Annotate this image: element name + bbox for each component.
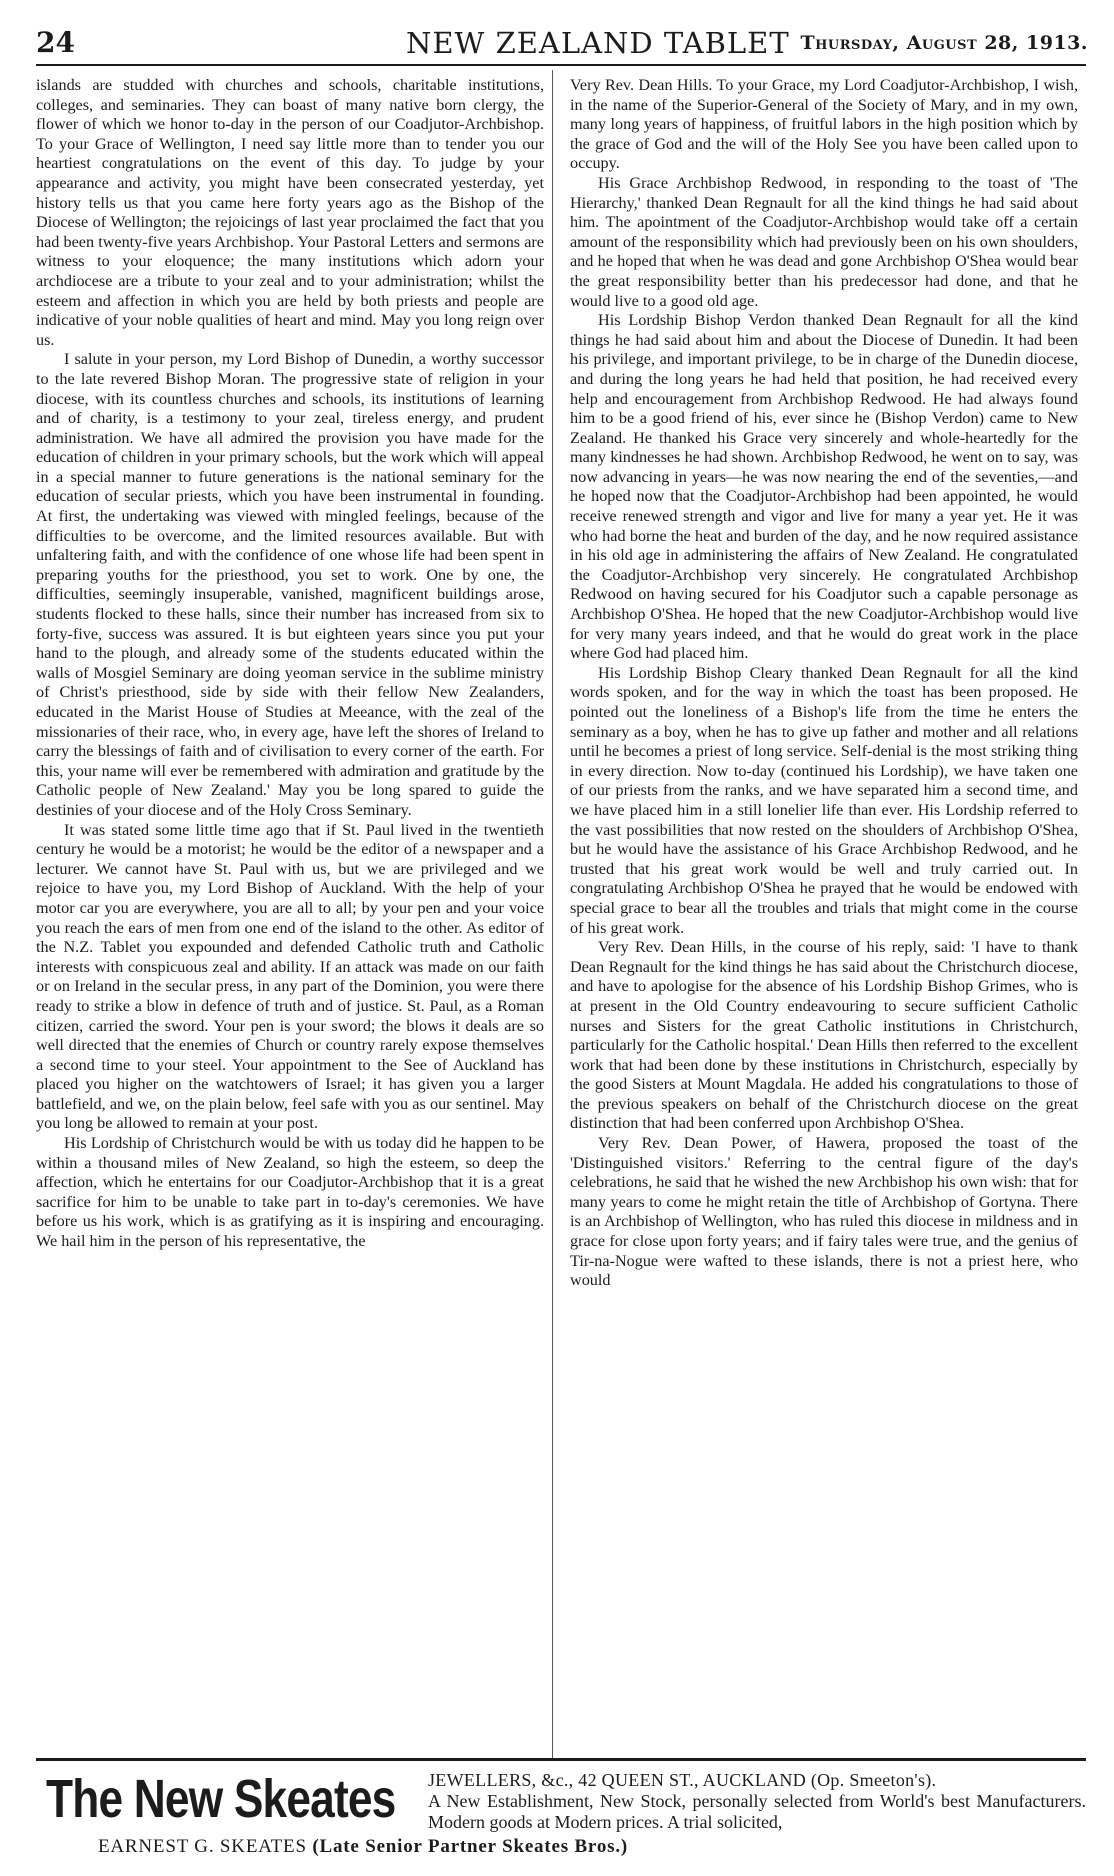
right-column: [570, 76, 1078, 1756]
article-paragraph: It was stated some little time ago that if St. Paul lived in the twentieth century he would be a motorist; he would be the editor of a newspaper and a lecturer. We cannot have St. Paul with us, but we are privileged and we rejoice to have you, my Lord Bishop of Auckland. With the help of your motor car you are everywhere, you are all to all; by your pen and your voice you reach the ears of men from one end of the island to the other. As editor of the N.Z. Tablet you expounded and defended Catholic truth and Catholic interests with conspicuous zeal and ability. If an attack was made on our faith or on Ireland in the secular press, in any part of the Dominion, you were there ready to strike a blow in defence of truth and of justice. St. Paul, as a Roman citizen, carried the sword. Your pen is your sword; the blows it deals are so well directed that the enemies of Church or country rarely expose themselves a second time to your steel. Your appointment to the See of Auckland has placed you higher on the watchtowers of Israel; it has given you a larger battlefield, and we, on the plain below, feel safe with you as our sentinel. May you long be allowed to remain at your post.: [36, 820, 544, 1133]
article-paragraph: I salute in your person, my Lord Bishop of Dunedin, a worthy successor to the late revered Bishop Moran. The progressive state of religion in your diocese, with its countless churches and schools, its institutions of learning and of charity, is a testimony to your zeal, tireless energy, and prudent administration. We have all admired the provision you have made for the education of children in your primary schools, but the work which will appeal in a special manner to future generations is the national seminary for the education of secular priests, which you have been instrumental in founding. At first, the undertaking was viewed with mingled feelings, because of the difficulties to be overcome, and the limited resources available. But with unfaltering faith, and with the confidence of one whose life had been spent in preparing youths for the priesthood, you set to work. One by one, the difficulties, seemingly insuperable, vanished, magnificent buildings arose, students flocked to these halls, since their number has increased from six to forty-five, success was assured. It is but eighteen years since you put your hand to the plough, and already some of the students educated within the walls of Mosgiel Seminary are doing yeoman service in the sublime ministry of Christ's priesthood, side by side with their fellow New Zealanders, educated in the Marist House of Studies at Meeance, with the zeal of the missionaries of their race, who, in every age, have left the shores of Ireland to carry the blessings of faith and of civilisation to every corner of the earth. For this, your name will ever be remembered with admiration and gratitude by the Catholic people of New Zealand.' May you be long spared to guide the destinies of your diocese and of the Holy Cross Seminary.: [36, 350, 544, 819]
issue-date: Thursday, August 28, 1913.: [800, 32, 1088, 54]
left-column: [36, 76, 544, 1756]
article-paragraph: His Lordship Bishop Verdon thanked Dean Regnault for all the kind things he had said about him and about the Diocese of Dunedin. It had been his privilege, and important privilege, to be in charge of the Dunedin diocese, and during the long years he had held that position, he had received every help and encouragement from Archbishop Redwood. He had always found him to be a good friend of his, ever since he (Bishop Verdon) came to New Zealand. He thanked his Grace very sincerely and whole-heartedly for the many kindnesses he had shown. Archbishop Redwood, he went on to say, was now advancing in years—he was now nearing the end of the seventies,—and he hoped now that the Coadjutor-Archbishop had been appointed, he would receive renewed strength and vigor and live for many a year yet. He it was who had borne the heat and burden of the day, and he now required assistance in his old age in administering the affairs of New Zealand. He congratulated the Coadjutor-Archbishop very sincerely. He congratulated Archbishop Redwood on having secured for his Coadjutor such a capable personage as Archbishop O'Shea. He hoped that the new Coadjutor-Archbishop would live for very many years indeed, and that he would do great work in the place where God had placed him.: [570, 311, 1078, 663]
article-paragraph: Very Rev. Dean Hills, in the course of his reply, said: 'I have to thank Dean Regnault for the kind things he has said about the Christchurch diocese, and have to apologise for the absence of his Lordship Bishop Grimes, who is at present in the Old Country endeavouring to secure sufficient Catholic nurses and Sisters for the great Catholic institutions in Christchurch, particularly for the Catholic hospital.' Dean Hills then referred to the excellent work that had been done by these institutions in Christchurch, especially by the good Sisters at Mount Magdala. He added his congratulations to those of the previous speakers on behalf of the Christchurch diocese on the great distinction that had been conferred upon Archbishop O'Shea.: [570, 938, 1078, 1133]
article-paragraph: Very Rev. Dean Hills. To your Grace, my Lord Coadjutor-Archbishop, I wish, in the name of the Superior-General of the Society of Mary, and in my own, many long years of happiness, of fruitful labors in the high position which by the grace of God and the will of the Holy See you have been called upon to occupy.: [570, 76, 1078, 173]
header-rule: [36, 64, 1086, 66]
article-paragraph: His Grace Archbishop Redwood, in responding to the toast of 'The Hierarchy,' thanked Dean Regnault for all the kind things he had said about him. The apointment of the Coadjutor-Archbishop would take off a certain amount of the responsibility which had previously been on his own shoulders, and he hoped that when he was dead and gone Archbishop O'Shea would bear the great responsibility better than his predecessor had done, and that he would live to a good old age.: [570, 173, 1078, 310]
masthead-title: NEW ZEALAND TABLET: [406, 26, 790, 60]
column-divider: [552, 70, 553, 1760]
article-paragraph: His Lordship of Christchurch would be with us today did he happen to be within a thousand miles of New Zealand, so high the esteem, so deep the affection, which he entertains for our Coadjutor-Archbishop that it is a great sacrifice for him to be unable to take part in to-day's ceremonies. We have before us his work, which is as gratifying as it is inspiring and encouraging. We hail him in the person of his representative, the: [36, 1134, 544, 1251]
article-paragraph: islands are studded with churches and schools, charitable institutions, colleges, and seminaries. They can boast of many native born clergy, the flower of which we honor to-day in the person of our Coadjutor-Archbishop. To your Grace of Wellington, I need say little more than to tender you our heartiest congratulations on the event of this day. To judge by your appearance and activity, you might have been consecrated yesterday, yet history tells us that you came here forty years ago as the Bishop of the Diocese of Wellington; the rejoicings of last year proclaimed the fact that you had been twenty-five years Archbishop. Your Pastoral Letters and sermons are witness to your eloquence; the many institutions which adorn your archdiocese are a tribute to your zeal and to your administration; whilst the esteem and affection in which you are held by both priests and people are indicative of your noble qualities of heart and mind. May you long reign over us.: [36, 76, 544, 349]
proprietor-note: (Late Senior Partner Skeates Bros.): [312, 1836, 628, 1857]
advert-address: JEWELLERS, &c., 42 QUEEN ST., AUCKLAND (Op. Smeeton's).: [428, 1770, 937, 1790]
advert-description: A New Establishment, New Stock, personally selected from World's best Manufacturers. Modern goods at Modern prices. A trial solicited,: [428, 1791, 1086, 1832]
advert-top-rule: [36, 1758, 1086, 1761]
page-header: [36, 22, 1088, 62]
article-paragraph: Very Rev. Dean Power, of Hawera, proposed the toast of the 'Distinguished visitors.' Referring to the central figure of the day's celebrations, he said that he wished the new Archbishop his own wish: that for many years to come he might retain the title of Archbishop of Gortyna. There is an Archbishop of Wellington, who has ruled this diocese in mildness and in grace for close upon forty years; and if fairy tales were true, and the genius of Tir-na-Nogue were wafted to these islands, there is not a priest here, who would: [570, 1134, 1078, 1290]
advert-brand: The New Skeates: [46, 1769, 396, 1829]
advert-copy: [428, 1770, 1086, 1833]
advertisement: [36, 1762, 1086, 1872]
article-paragraph: His Lordship Bishop Cleary thanked Dean Regnault for all the kind words spoken, and for the way in which the toast has been proposed. He pointed out the loneliness of a Bishop's life from the time he enters the seminary as a boy, when he has to give up father and mother and all relations until he becomes a priest of long service. Self-denial is the most striking thing in every direction. Now to-day (continued his Lordship), we have taken one of our priests from the ranks, and we have separated him a second time, and we have placed him in a still lonelier life than ever. His Lordship referred to the vast possibilities that now rested on the shoulders of Archbishop O'Shea, but he would have the assistance of his Grace Archbishop Redwood, and he trusted that his great work would be well and truly carried out. In congratulating Archbishop O'Shea he prayed that he would be endowed with special grace to bear all the troubles and trials that might come in the course of his great work.: [570, 663, 1078, 937]
advert-proprietor: [98, 1836, 628, 1858]
page-number: 24: [36, 26, 75, 59]
proprietor-name: EARNEST G. SKEATES: [98, 1836, 307, 1857]
